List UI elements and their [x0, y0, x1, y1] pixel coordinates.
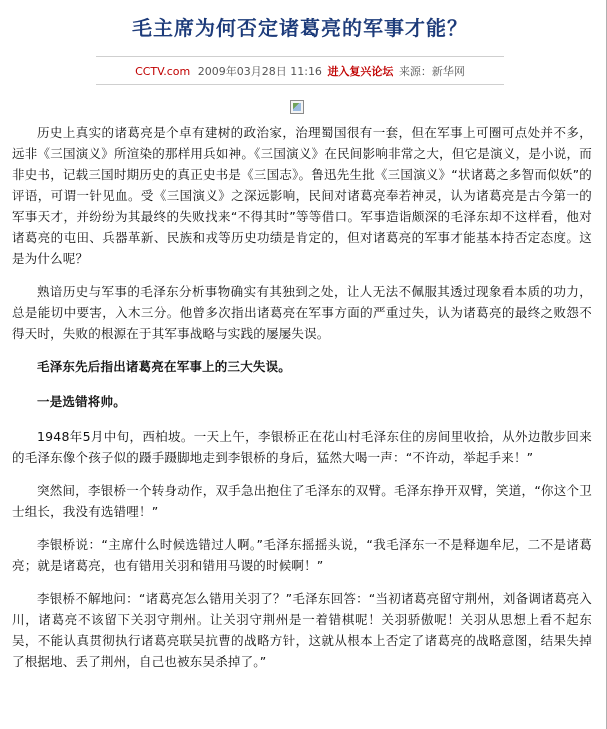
paragraph-intro: 历史上真实的诸葛亮是个卓有建树的政治家，治理蜀国很有一套，但在军事上可圈可点处并不多，远非《三国演义》所渲染的那样用兵如神。《三国演义》在民间影响非常之大，但它是演义，是小说，而非史书，记载三国时期历史的真正史书是《三国志》。鲁迅先生批《三国演义》“状诸葛之多智而似妖”的评语，可谓一针见血。受《三国演义》之深远影响，民间对诸葛亮奉若神灵，认为诸葛亮是古今第一的军事天才，并纷纷为其最终的失败找来“不得其时”等等借口。军事造诣颇深的毛泽东却不这样看，他对诸葛亮的屯田、兵器革新、民族和戎等历史功绩是肯定的，但对诸葛亮的军事才能基本持否定态度。这是为什么呢？	[12, 125, 592, 266]
article-body	[12, 122, 592, 684]
subsection-heading: 一是选错将帅。	[37, 394, 126, 409]
publish-datetime: 2009年03月28日 11:16	[197, 65, 322, 78]
broken-image-icon	[290, 100, 304, 114]
paragraph-story: 李银桥说：“主席什么时候选错过人啊。”毛泽东摇摇头说，“我毛泽东一不是释迦牟尼，二不是诸葛亮；就是诸葛亮，也有错用关羽和错用马谡的时候啊！”	[12, 537, 592, 573]
news-origin: 来源：新华网	[398, 65, 465, 78]
paragraph-story: 突然间，李银桥一个转身动作，双手急出抱住了毛泽东的双臂。毛泽东挣开双臂，笑道，“你这个卫士组长，我没有选错哩！”	[12, 483, 592, 519]
paragraph-story: 李银桥不解地问：“诸葛亮怎么错用关羽了？”毛泽东回答：“当初诸葛亮留守荆州，刘备调诸葛亮入川，诸葛亮不该留下关羽守荆州。让关羽守荆州是一着错棋呢！关羽骄傲呢！关羽从思想上看不起东吴，不能认真贯彻执行诸葛亮联吴抗曹的战略方针，这就从根本上否定了诸葛亮的战略意图，结果失掉了根据地、丢了荆州，自己也被东吴杀掉了。”	[12, 591, 592, 669]
source-site: CCTV.com	[135, 65, 191, 78]
section-heading: 毛泽东先后指出诸葛亮在军事上的三大失误。	[37, 359, 292, 374]
paragraph-analysis: 熟谙历史与军事的毛泽东分析事物确实有其独到之处，让人无法不佩服其透过现象看本质的功力，总是能切中要害，入木三分。他曾多次指出诸葛亮在军事方面的严重过失，认为诸葛亮的最终之败怨不得天时，失败的根源在于其军事战略与实践的屡屡失误。	[12, 284, 592, 341]
page-title: 毛主席为何否定诸葛亮的军事才能？	[132, 16, 468, 40]
forum-link[interactable]: 进入复兴论坛	[327, 65, 394, 78]
paragraph-story: 1948年5月中旬，西柏坡。一天上午，李银桥正在花山村毛泽东住的房间里收拾，从外边散步回来的毛泽东像个孩子似的蹑手蹑脚地走到李银桥的身后，猛然大喝一声：“不许动，举起手来！”	[12, 429, 592, 465]
title-divider	[96, 56, 504, 57]
article-meta	[0, 63, 600, 79]
meta-divider	[96, 84, 504, 85]
